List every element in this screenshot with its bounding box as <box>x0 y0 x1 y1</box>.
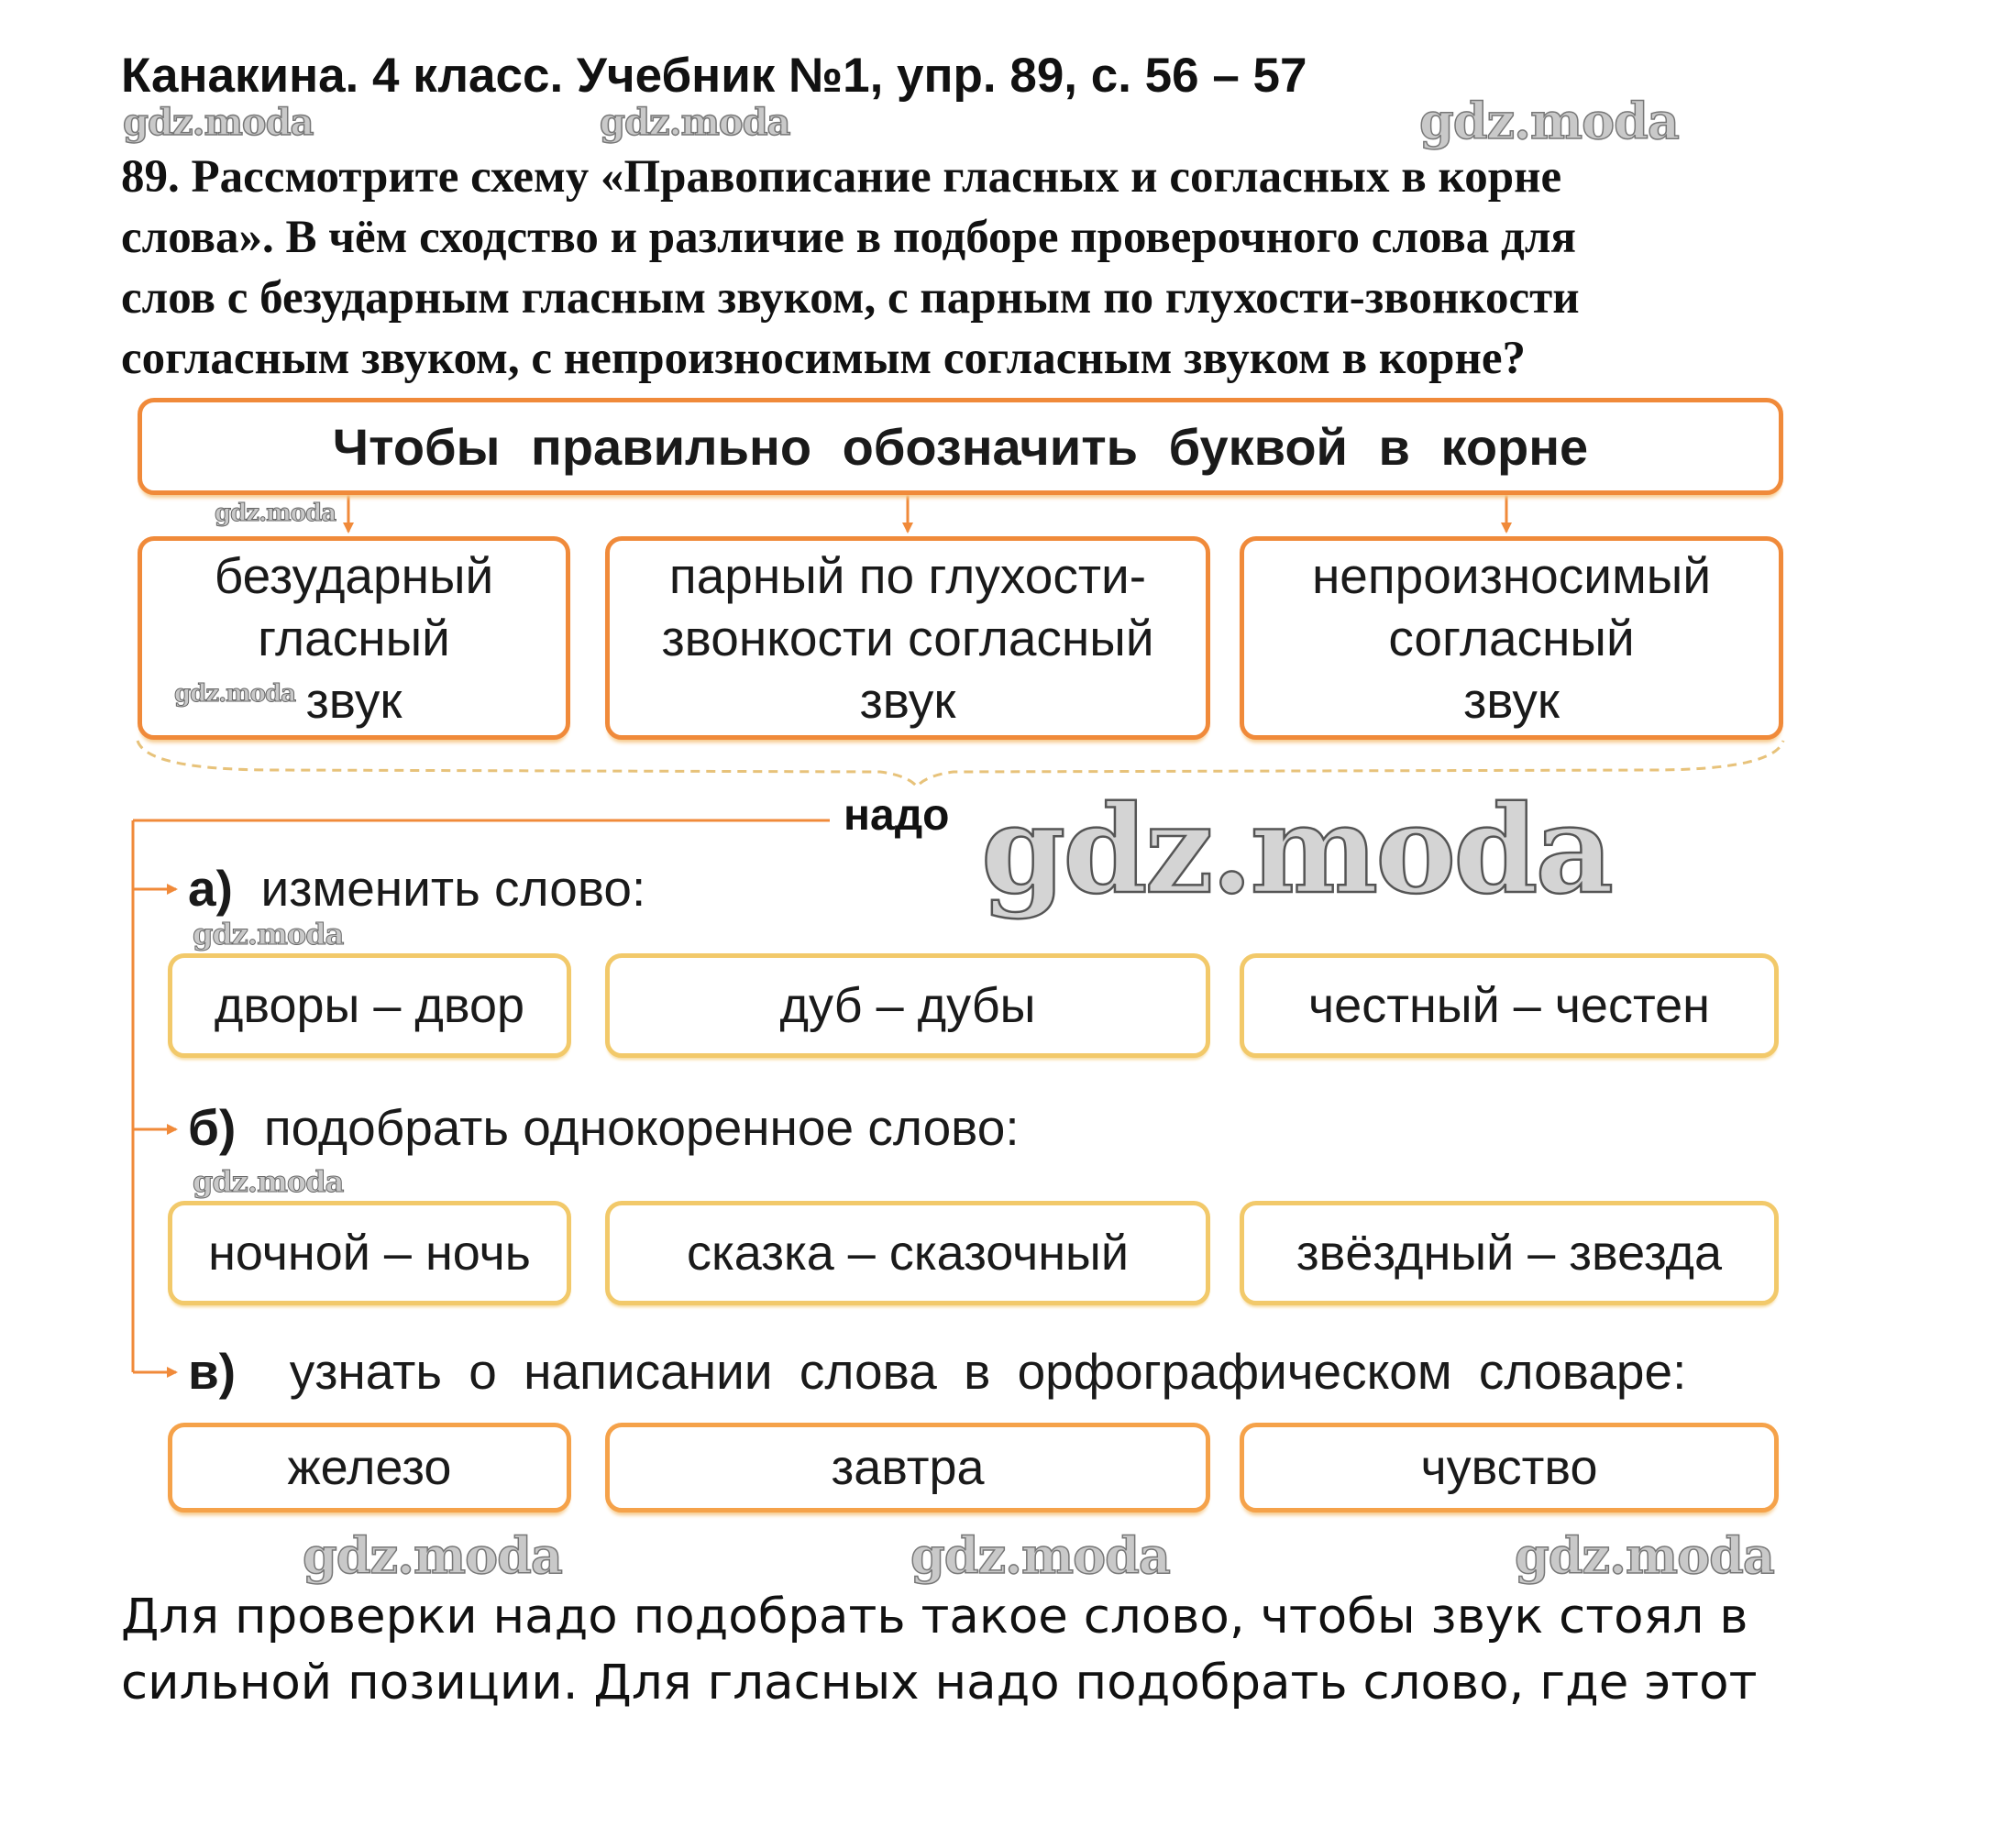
example-box <box>1240 1201 1779 1305</box>
category-text: непроизносимый согласный звук <box>1311 547 1712 729</box>
step-letter: б) <box>188 1099 237 1156</box>
answer-line: сильной позиции. Для гласных надо подобрать слово, где этот <box>121 1655 1758 1710</box>
watermark: gdz.moda <box>123 101 314 144</box>
example-text: звёздный – звезда <box>1296 1226 1723 1281</box>
task-line: слов с безударным гласным звуком, с парным по глухости-звонкости <box>121 272 1580 324</box>
step-letter: в) <box>188 1343 237 1400</box>
step-text: узнать о написании слова в орфографическом словаре: <box>289 1343 1687 1400</box>
page-heading: Канакина. 4 класс. Учебник №1, упр. 89, с. 56 – 57 <box>121 49 1307 103</box>
example-box <box>605 1423 1210 1512</box>
watermark: gdz.moda <box>193 917 344 952</box>
example-box <box>605 1201 1210 1305</box>
watermark: gdz.moda <box>910 1526 1170 1585</box>
step-label-b <box>188 1098 1020 1157</box>
watermark: gdz.moda <box>174 680 296 708</box>
example-text: завтра <box>831 1440 985 1495</box>
watermark: gdz.moda <box>303 1526 562 1585</box>
example-text: чувство <box>1420 1440 1598 1495</box>
answer-text <box>121 1584 1936 1716</box>
diagram-top-box <box>138 398 1783 495</box>
example-box <box>1240 953 1779 1058</box>
example-text: ночной – ночь <box>208 1226 531 1281</box>
nado-label: надо <box>844 791 950 840</box>
step-label-v <box>188 1342 1686 1401</box>
step-text: подобрать однокоренное слово: <box>263 1099 1020 1156</box>
step-letter: а) <box>188 860 233 917</box>
step-label-a <box>188 859 645 918</box>
watermark: gdz.moda <box>193 1164 344 1199</box>
step-text: изменить слово: <box>260 860 646 917</box>
category-box-paired-consonant <box>605 536 1210 740</box>
watermark: gdz.moda <box>1419 92 1679 150</box>
category-text: парный по глухости- звонкости согласный звук <box>661 547 1154 729</box>
task-line: слова». В чём сходство и различие в подборе проверочного слова для <box>121 212 1577 263</box>
watermark: gdz.moda <box>600 101 790 144</box>
example-text: дуб – дубы <box>779 978 1036 1033</box>
example-text: железо <box>287 1440 452 1495</box>
watermark: gdz.moda <box>215 500 336 527</box>
watermark-large: gdz.moda <box>981 779 1612 921</box>
example-box <box>605 953 1210 1058</box>
task-line: согласным звуком, с непроизносимым согласным звуком в корне? <box>121 333 1526 384</box>
example-text: честный – честен <box>1308 978 1710 1033</box>
answer-line: Для проверки надо подобрать такое слово, чтобы звук стоял в <box>121 1589 1748 1644</box>
task-line: 89. Рассмотрите схему «Правописание гласных и согласных в корне <box>121 151 1562 203</box>
watermark: gdz.moda <box>1515 1526 1774 1585</box>
example-box <box>168 1201 571 1305</box>
example-text: сказка – сказочный <box>686 1226 1130 1281</box>
example-box <box>168 1423 571 1512</box>
category-box-silent-consonant <box>1240 536 1783 740</box>
example-box <box>1240 1423 1779 1512</box>
diagram-top-text: Чтобы правильно обозначить буквой в корне <box>332 417 1589 476</box>
example-text: дворы – двор <box>214 978 525 1033</box>
example-box <box>168 953 571 1058</box>
category-text: безударный гласный звук <box>214 547 494 729</box>
category-box-unstressed-vowel <box>138 536 570 740</box>
